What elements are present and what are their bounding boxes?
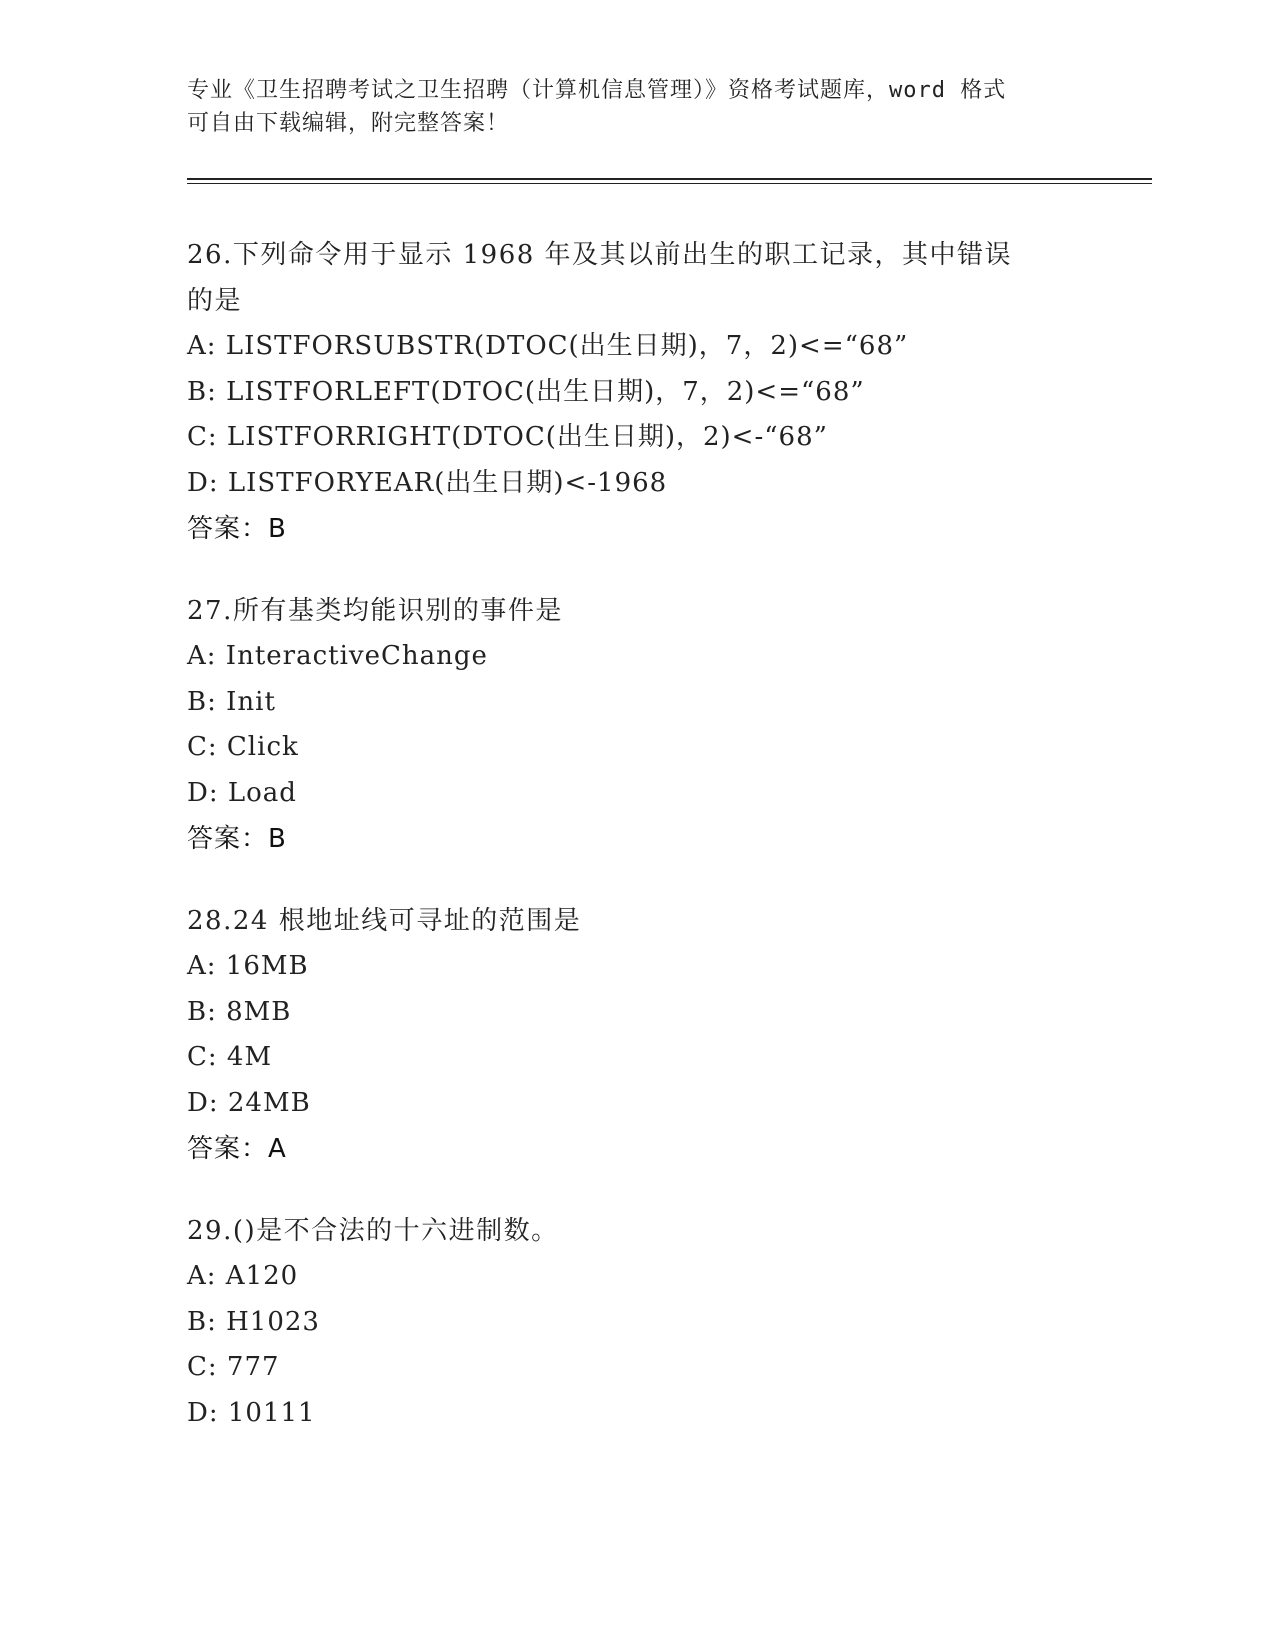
option-d: D: Load [187, 777, 297, 808]
header-line-1: 专业《卫生招聘考试之卫生招聘（计算机信息管理）》资格考试题库，word 格式 [187, 78, 1007, 103]
document-header [187, 74, 1067, 140]
option-c: C: LISTFORRIGHT(DTOC(出生日期)，2)<-“68” [187, 422, 828, 452]
question-list [187, 232, 1087, 1472]
option-b: B: H1023 [187, 1306, 320, 1337]
option-d: D: LISTFORYEAR(出生日期)<-1968 [187, 467, 668, 498]
option-b: B: 8MB [187, 996, 292, 1027]
option-a: A: A120 [187, 1261, 299, 1291]
question-28 [187, 898, 1087, 1172]
question-stem: 28.24 根地址线可寻址的范围是 [187, 906, 582, 936]
answer-label: 答案：B [187, 514, 287, 544]
option-c: C: 4M [187, 1042, 273, 1072]
option-d: D: 10111 [187, 1397, 316, 1428]
question-stem: 26.下列命令用于显示 1968 年及其以前出生的职工记录，其中错误的是 [187, 240, 1013, 316]
option-a: A: 16MB [187, 951, 309, 981]
question-27 [187, 588, 1087, 862]
question-29 [187, 1208, 1087, 1436]
option-b: B: Init [187, 686, 276, 717]
answer-label: 答案：B [187, 824, 287, 854]
option-c: C: 777 [187, 1352, 280, 1382]
option-b: B: LISTFORLEFT(DTOC(出生日期)，7，2)<=“68” [187, 376, 865, 407]
question-26 [187, 232, 1022, 552]
header-divider-thick [187, 178, 1152, 180]
option-a: A: LISTFORSUBSTR(DTOC(出生日期)，7，2)<=“68” [187, 331, 909, 361]
option-a: A: InteractiveChange [187, 641, 488, 671]
option-d: D: 24MB [187, 1087, 311, 1118]
option-c: C: Click [187, 732, 299, 762]
header-divider-thin [187, 183, 1152, 184]
question-stem: 27.所有基类均能识别的事件是 [187, 596, 563, 626]
question-stem: 29.()是不合法的十六进制数。 [187, 1216, 559, 1246]
header-line-2: 可自由下载编辑，附完整答案！ [187, 111, 510, 136]
answer-label: 答案：A [187, 1134, 287, 1164]
